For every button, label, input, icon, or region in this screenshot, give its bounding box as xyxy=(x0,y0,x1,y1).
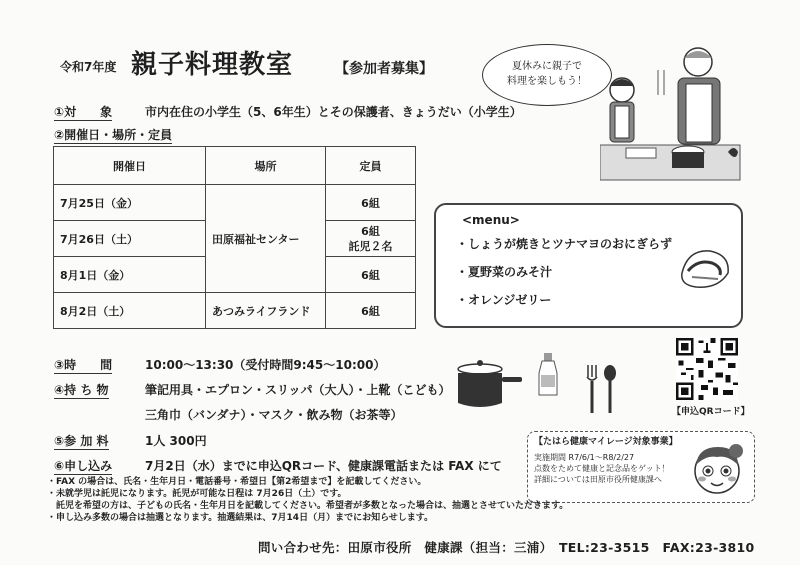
section-bring-line-2: 三角巾（バンダナ）・マスク・飲み物（お茶等） xyxy=(145,408,403,422)
section-apply-text: 7月2日（水）までに申込QRコード、健康課電話または FAX にて xyxy=(145,459,502,473)
menu-item: ・夏野菜のみそ汁 xyxy=(456,265,553,279)
table-header-row xyxy=(54,147,416,185)
capacity-note: 託児２名 xyxy=(348,239,393,253)
header-capacity: 定員 xyxy=(326,147,416,185)
bubble-line-1: 夏休みに親子で xyxy=(512,61,582,72)
health-line-1: 実施期間 R7/6/1～R8/2/27 xyxy=(534,453,635,462)
qr-code[interactable] xyxy=(676,338,738,400)
cell-date: 8月1日（金） xyxy=(54,257,206,293)
mascot-face-icon xyxy=(688,441,746,497)
menu-title: <menu> xyxy=(462,213,520,227)
cell-capacity xyxy=(326,221,416,257)
cell-date: 7月25日（金） xyxy=(54,185,206,221)
health-line-2: 点数をためて健康と記念品をゲット！ xyxy=(534,464,670,473)
onigiri-icon xyxy=(678,243,733,293)
section-bring-label: ④持 ち 物 xyxy=(54,383,109,397)
cell-capacity: 6組 xyxy=(326,293,416,329)
notes xyxy=(47,476,568,524)
table-row xyxy=(54,293,416,329)
contact-footer: 問い合わせ先：田原市役所 健康課（担当：三浦） TEL:23-3515 FAX:23-3810 xyxy=(258,540,755,555)
section-schedule-label: ②開催日・場所・定員 xyxy=(54,128,173,142)
pot-icon xyxy=(452,355,524,411)
cell-place: あつみライフランド xyxy=(206,293,326,329)
cell-capacity: 6組 xyxy=(326,257,416,293)
menu-item: ・オレンジゼリー xyxy=(456,293,552,307)
section-time-text: 10:00～13:30（受付時間9:45～10:00） xyxy=(145,358,386,372)
cell-date: 7月26日（土） xyxy=(54,221,206,257)
section-apply-label: ⑥申し込み xyxy=(54,459,113,473)
menu-item: ・しょうが焼きとツナマヨのおにぎらず xyxy=(456,237,673,251)
header-place: 場所 xyxy=(206,147,326,185)
note-line: ・FAX の場合は、氏名・生年月日・電話番号・希望日【第2希望まで】を記載してください。 xyxy=(47,477,427,487)
cell-place-merged: 田原福祉センター xyxy=(206,185,326,293)
schedule-table xyxy=(53,146,416,329)
note-line: ・申し込み多数の場合は抽選となります。抽選結果は、7月14日（月）までにお知らせします。 xyxy=(47,513,434,523)
section-target-label: ①対 象 xyxy=(54,105,113,119)
bubble-line-2: 料理を楽しもう！ xyxy=(507,76,587,87)
section-target-text: 市内在住の小学生（5、6年生）とその保護者、きょうだい（小学生） xyxy=(145,105,522,119)
bottle-icon xyxy=(535,353,561,397)
health-title: 【たはら健康マイレージ対象事業】 xyxy=(534,437,678,447)
page-title: 親子料理教室 xyxy=(131,50,294,80)
table-row xyxy=(54,185,416,221)
header-date: 開催日 xyxy=(54,147,206,185)
section-fee-label: ⑤参 加 料 xyxy=(54,434,109,448)
qr-caption: 【申込QRコード】 xyxy=(672,407,750,417)
speech-bubble xyxy=(482,44,612,106)
cell-date: 8月2日（土） xyxy=(54,293,206,329)
note-line: 託児を希望の方は、子どもの氏名・生年月日を記載してください。希望者が多数となった場合は、抽選とさせていただきます。 xyxy=(47,501,569,511)
health-line-3: 詳細については田原市役所健康課へ xyxy=(534,475,662,484)
chef-parent-child-illustration xyxy=(600,40,750,190)
fork-spoon-icon xyxy=(580,365,620,415)
section-fee-text: 1人 300円 xyxy=(145,434,207,448)
note-line: ・未就学児は託児になります。託児が可能な日程は 7月26日（土）です。 xyxy=(47,489,347,499)
section-time-label: ③時 間 xyxy=(54,358,113,372)
section-bring-line-1: 筆記用具・エプロン・スリッパ（大人）・上靴（こども） xyxy=(145,383,451,397)
capacity-value: 6組 xyxy=(361,224,380,238)
cell-capacity: 6組 xyxy=(326,185,416,221)
title-tag: 【参加者募集】 xyxy=(335,61,433,77)
title-year: 令和7年度 xyxy=(60,60,117,74)
